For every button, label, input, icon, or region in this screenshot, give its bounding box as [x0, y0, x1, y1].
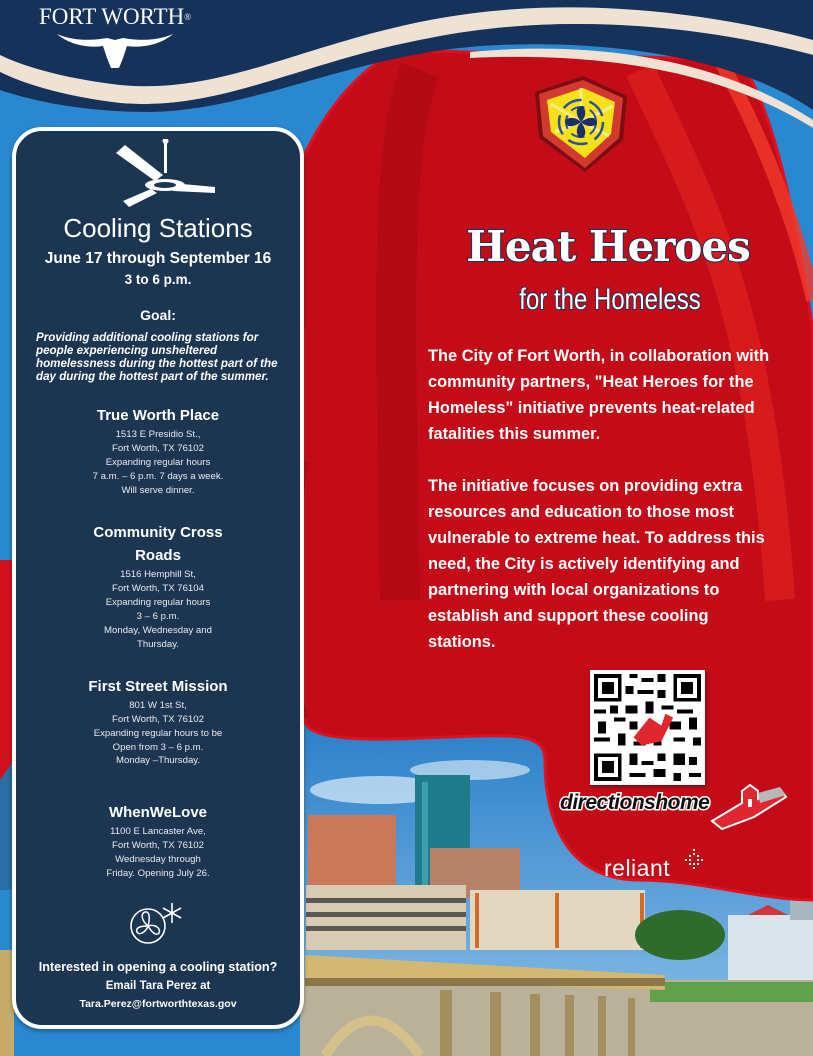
directions-home-logo[interactable]: [558, 783, 788, 833]
goal-text: Providing additional cooling stations for people experiencing unsheltered homelessness during the hottest part of the day during the hottest part of the summer.: [36, 331, 278, 383]
qr-code-icon[interactable]: [590, 670, 705, 785]
site-community-cross-roads: Community Cross Roads 1516 Hemphill St, Fort Worth, TX 76104 Expanding regular hours 3 – 6 p.m. Monday, Wednesday and Thursday.: [93, 524, 223, 650]
hero-subtitle: for the Homeless: [519, 283, 701, 316]
directions-home-suffix: home: [655, 791, 710, 814]
contact-email-link[interactable]: Tara.Perez@fortworthtexas.gov: [79, 998, 237, 1010]
fan-snowflake-icon: [128, 899, 188, 947]
pinwheel-badge-icon: [525, 74, 631, 174]
cooling-stations-panel: [12, 127, 304, 1029]
season-dates: June 17 through September 16: [44, 250, 272, 267]
initiative-paragraph: The initiative focuses on providing extra resources and education to those most vulnerable to extreme heat. To address this need, the City is actively identifying and partnering with local organizations to establish and support these cooling stations.: [428, 477, 765, 651]
intro-paragraph: The City of Fort Worth, in collaboration with community partners, "Heat Heroes for the Homeless" initiative prevents heat-related fatalities this summer.: [428, 347, 770, 443]
directions-home-prefix: directions: [560, 791, 656, 814]
site-first-street-mission: First Street Mission 801 W 1st St, Fort Worth, TX 76102 Expanding regular hours to be Open from 3 – 6 p.m. Monday –Thursday.: [88, 678, 228, 766]
reliant-logo[interactable]: reliant: [604, 855, 671, 881]
site-true-worth-place: True Worth Place 1513 E Presidio St., Fort Worth, TX 76102 Expanding regular hours 7 a.m. – 6 p.m. 7 days a week. Will serve dinner.: [92, 407, 224, 496]
logo-wordmark: FORT WORTH®: [38, 4, 192, 29]
hero-title: Heat Heroes: [466, 222, 750, 271]
cta-question: Interested in opening a cooling station?: [38, 960, 278, 974]
longhorn-icon: [55, 30, 175, 70]
reliant-spark-icon: [683, 849, 705, 871]
goal-label: Goal:: [140, 307, 176, 323]
daily-hours: 3 to 6 p.m.: [124, 272, 192, 287]
ceiling-fan-icon: [111, 139, 221, 213]
site-whenwelove: WhenWeLove 1100 E Lancaster Ave, Fort Worth, TX 76102 Wednesday through Friday. Opening July 26.: [106, 804, 210, 879]
cta-email-label: Email Tara Perez at: [105, 980, 211, 992]
cooling-stations-title: Cooling Stations: [63, 213, 253, 243]
house-arrow-icon: [708, 783, 788, 831]
fort-worth-logo[interactable]: [30, 4, 200, 70]
